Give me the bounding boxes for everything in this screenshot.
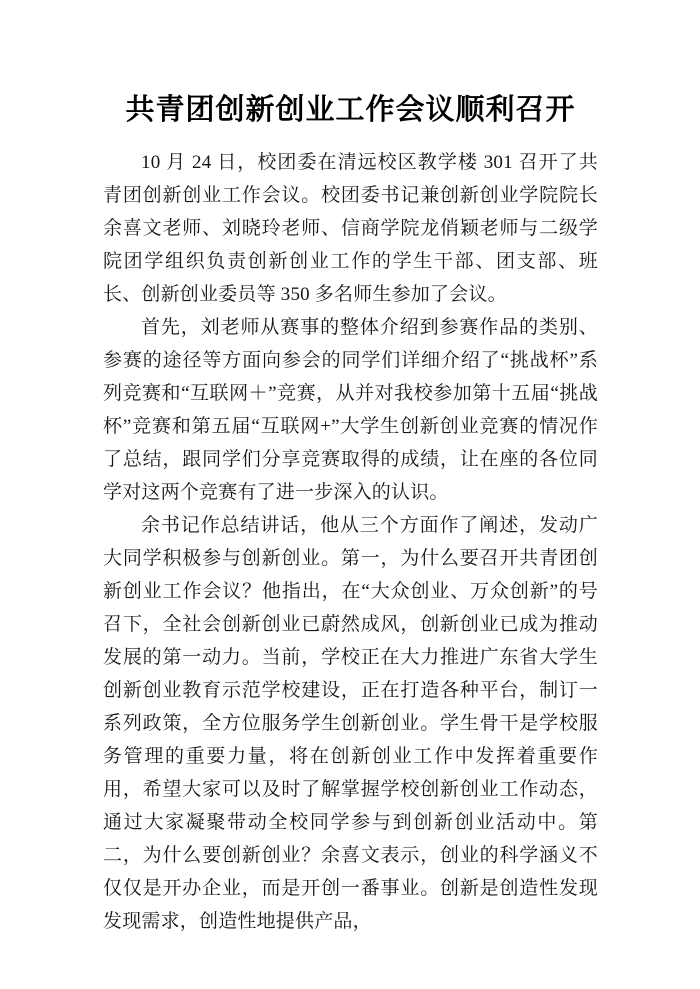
paragraph-competitions: 首先，刘老师从赛事的整体介绍到参赛作品的类别、参赛的途径等方面向参会的同学们详细介绍了“挑战杯”系列竞赛和“互联网＋”竞赛，从并对我校参加第十五届“挑战杯”竞赛和第五届“互联网+”大学生创新创业竞赛的情况作了总结，跟同学们分享竞赛取得的成绩，让在座的各位同学对这两个竞赛有了进一步深入的认识。 <box>103 317 598 503</box>
paragraph-speech: 余书记作总结讲话，他从三个方面作了阐述，发动广大同学积极参与创新创业。第一，为什么要召开共青团创新创业工作会议？他指出，在“大众创业、万众创新”的号召下，全社会创新创业已蔚然成风，创新创业已成为推动发展的第一动力。当前，学校正在大力推进广东省大学生创新创业教育示范学校建设，正在打造各种平台，制订一系列政策，全方位服务学生创新创业。学生骨干是学校服务管理的重要力量，将在创新创业工作中发挥着重要作用，希望大家可以及时了解掌握学校创新创业工作动态，通过大家凝聚带动全校同学参与到创新创业活动中。第二，为什么要创新创业？余喜文表示，创业的科学涵义不仅仅是开办企业，而是开创一番事业。创新是创造性发现发现需求，创造性地提供产品， <box>103 515 598 932</box>
paragraph-intro: 10 月 24 日，校团委在清远校区教学楼 301 召开了共青团创新创业工作会议。校团委书记兼创新创业学院院长余喜文老师、刘晓玲老师、信商学院龙俏颖老师与二级学院团学组织负责创新创业工作的学生干部、团支部、班长、创新创业委员等 350 多名师生参加了会议。 <box>103 152 598 305</box>
document-title: 共青团创新创业工作会议顺利召开 <box>125 94 576 126</box>
document-body <box>103 146 598 938</box>
